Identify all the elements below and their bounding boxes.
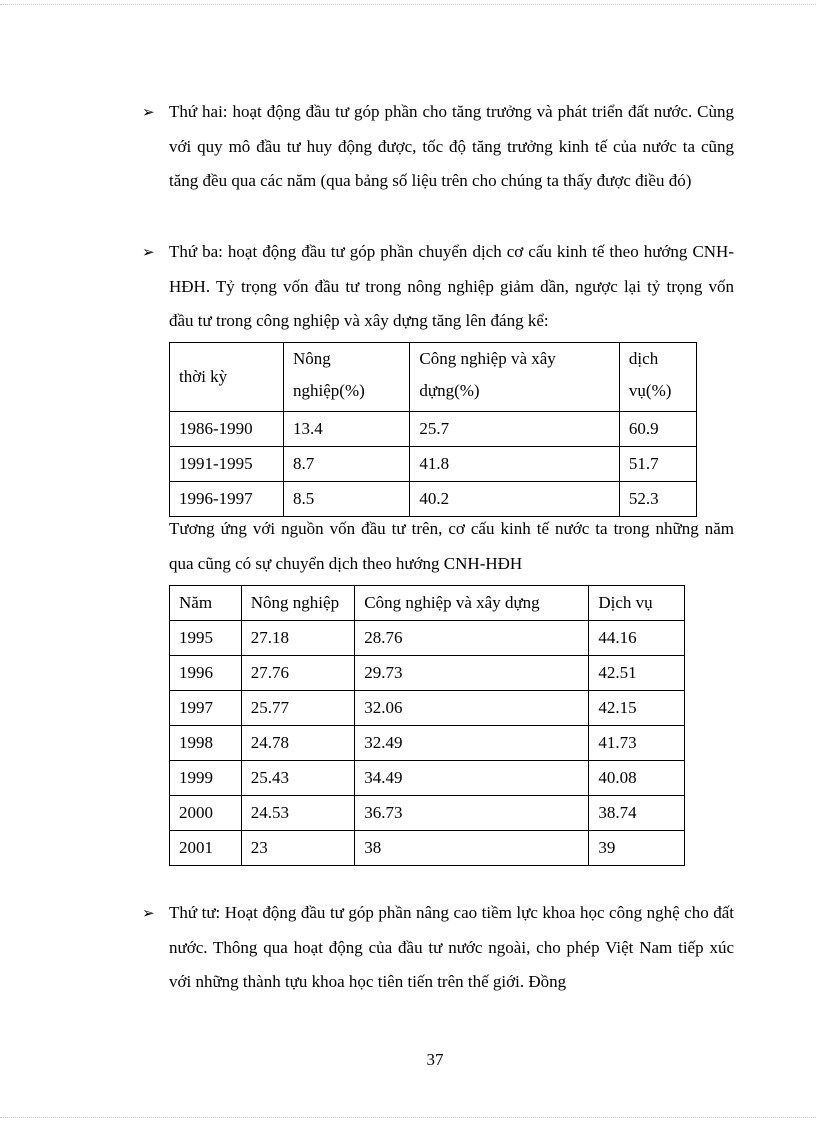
table-cell: 44.16 [589, 621, 685, 656]
table-cell: 27.76 [241, 656, 354, 691]
table-row [170, 796, 685, 831]
table-row [170, 621, 685, 656]
table-header-row [170, 343, 697, 412]
table-cell: 25.7 [410, 412, 620, 447]
table-cell: 34.49 [355, 761, 589, 796]
investment-share-table [169, 342, 697, 517]
table-cell: 1995 [170, 621, 242, 656]
table-cell: 28.76 [355, 621, 589, 656]
table-cell: 8.5 [284, 482, 410, 517]
bullet-thu-hai-text: Thứ hai: hoạt động đầu tư góp phần cho tăng trưởng và phát triển đất nước. Cùng với quy mô đầu tư huy động được, tốc độ tăng trưởng kinh tế của nước ta cũng tăng đều qua các năm (qua bảng số liệu trên cho chúng ta thấy được điều đó) [169, 102, 734, 190]
table-cell: 51.7 [619, 447, 696, 482]
table-row [170, 412, 697, 447]
table-cell: 52.3 [619, 482, 696, 517]
bullet-thu-tu [142, 896, 734, 1000]
table-cell: 2001 [170, 831, 242, 866]
table-cell: 23 [241, 831, 354, 866]
arrow-bullet-icon: ➢ [142, 243, 155, 261]
table-header-cell: thời kỳ [170, 343, 284, 412]
table-header-cell: Nông nghiệp(%) [284, 343, 410, 412]
table-header-cell: Công nghiệp và xây dựng(%) [410, 343, 620, 412]
table-row [170, 656, 685, 691]
table-cell: 1998 [170, 726, 242, 761]
table-header-cell: Công nghiệp và xây dựng [355, 586, 589, 621]
table-cell: 60.9 [619, 412, 696, 447]
table-cell: 1999 [170, 761, 242, 796]
table-cell: 40.08 [589, 761, 685, 796]
economic-structure-table [169, 585, 685, 866]
table-header-row [170, 586, 685, 621]
page-frame-top [0, 4, 816, 5]
table-cell: 24.78 [241, 726, 354, 761]
table-row [170, 726, 685, 761]
arrow-bullet-icon: ➢ [142, 103, 155, 121]
table-cell: 38 [355, 831, 589, 866]
table-cell: 38.74 [589, 796, 685, 831]
table-header-cell: Dịch vụ [589, 586, 685, 621]
table-cell: 27.18 [241, 621, 354, 656]
bullet-thu-hai [142, 95, 734, 199]
table-cell: 24.53 [241, 796, 354, 831]
between-paragraph: Tương ứng với nguồn vốn đầu tư trên, cơ cấu kinh tế nước ta trong những năm qua cũng có sự chuyển dịch theo hướng CNH-HĐH [169, 519, 734, 573]
page-frame-bottom [0, 1117, 816, 1118]
table-cell: 25.77 [241, 691, 354, 726]
table-cell: 42.51 [589, 656, 685, 691]
table-cell: 1997 [170, 691, 242, 726]
table-cell: 42.15 [589, 691, 685, 726]
table-cell: 36.73 [355, 796, 589, 831]
table-row [170, 831, 685, 866]
table-cell: 41.8 [410, 447, 620, 482]
table-cell: 1996 [170, 656, 242, 691]
table-cell: 29.73 [355, 656, 589, 691]
bullet-thu-ba-text: Thứ ba: hoạt động đầu tư góp phần chuyển dịch cơ cấu kinh tế theo hướng CNH-HĐH. Tỷ trọng vốn đầu tư trong nông nghiệp giảm dần, ngược lại tỷ trọng vốn đầu tư trong công nghiệp và xây dựng tăng lên đáng kể: [169, 242, 734, 330]
arrow-bullet-icon: ➢ [142, 904, 155, 922]
table-row [170, 691, 685, 726]
table-cell: 25.43 [241, 761, 354, 796]
table-cell: 8.7 [284, 447, 410, 482]
table-cell: 41.73 [589, 726, 685, 761]
table-header-cell: Năm [170, 586, 242, 621]
table-cell: 13.4 [284, 412, 410, 447]
table-cell: 39 [589, 831, 685, 866]
table-cell: 1996-1997 [170, 482, 284, 517]
table-row [170, 761, 685, 796]
page-number: 37 [426, 1050, 444, 1069]
table-cell: 32.06 [355, 691, 589, 726]
table-cell: 32.49 [355, 726, 589, 761]
table-cell: 1986-1990 [170, 412, 284, 447]
table-cell: 40.2 [410, 482, 620, 517]
table-header-cell: Nông nghiệp [241, 586, 354, 621]
bullet-thu-tu-text: Thứ tư: Hoạt động đầu tư góp phần nâng cao tiềm lực khoa học công nghệ cho đất nước. Thông qua hoạt động của đầu tư nước ngoài, cho phép Việt Nam tiếp xúc với những thành tựu khoa học tiên tiến trên thế giới. Đồng [169, 903, 734, 991]
table-cell: 2000 [170, 796, 242, 831]
bullet-thu-ba [142, 235, 734, 339]
table-row [170, 447, 697, 482]
table-header-cell: dịch vụ(%) [619, 343, 696, 412]
table-cell: 1991-1995 [170, 447, 284, 482]
